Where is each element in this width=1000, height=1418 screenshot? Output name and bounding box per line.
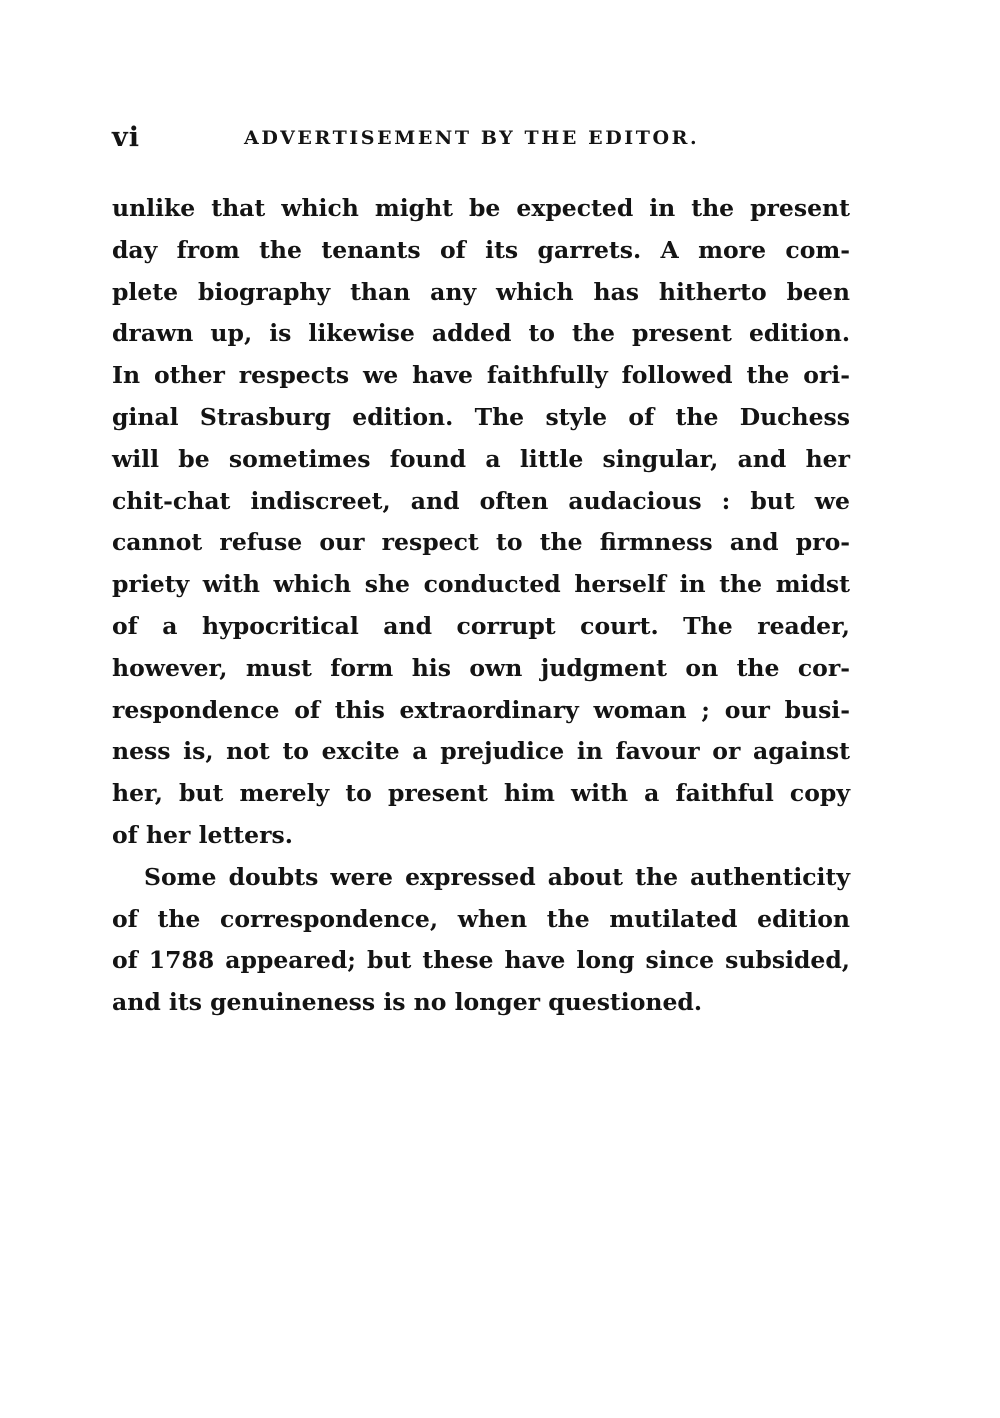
- text-line: cannot refuse our respect to the firmness and pro-: [112, 528, 850, 557]
- text-line: drawn up, is likewise added to the present edition.: [112, 319, 850, 348]
- text-line: In other respects we have faithfully followed the ori-: [112, 361, 850, 390]
- text-line: of 1788 appeared; but these have long since subsided,: [112, 946, 850, 975]
- text-line: respondence of this extraordinary woman ; our busi-: [112, 695, 850, 724]
- text-line: of a hypocritical and corrupt court. The reader,: [112, 611, 850, 640]
- text-line: her, but merely to present him with a faithful copy: [112, 779, 850, 808]
- text-line: of the correspondence, when the mutilated edition: [112, 904, 850, 933]
- body-text: [112, 188, 850, 1024]
- text-line: ginal Strasburg edition. The style of the Duchess: [112, 402, 850, 431]
- text-line: Some doubts were expressed about the authenticity: [144, 862, 850, 891]
- text-line: however, must form his own judgment on the cor-: [112, 653, 850, 682]
- paragraph-1: [112, 188, 850, 857]
- text-line: unlike that which might be expected in the present: [112, 194, 850, 222]
- text-line: ness is, not to excite a prejudice in favour or against: [112, 737, 850, 766]
- text-line: chit-chat indiscreet, and often audacious : but we: [112, 486, 850, 515]
- text-line: will be sometimes found a little singular, and her: [112, 444, 850, 473]
- page-number: vi: [112, 122, 140, 153]
- text-line: and its genuineness is no longer questioned.: [112, 988, 703, 1017]
- running-head: [112, 118, 852, 158]
- text-line: priety with which she conducted herself in the midst: [112, 570, 850, 599]
- text-line: plete biography than any which has hitherto been: [112, 277, 850, 306]
- running-title: ADVERTISEMENT BY THE EDITOR.: [244, 127, 700, 149]
- paragraph-2: [112, 857, 850, 1024]
- text-line: of her letters.: [112, 820, 293, 849]
- text-line: day from the tenants of its garrets. A more com-: [112, 235, 850, 264]
